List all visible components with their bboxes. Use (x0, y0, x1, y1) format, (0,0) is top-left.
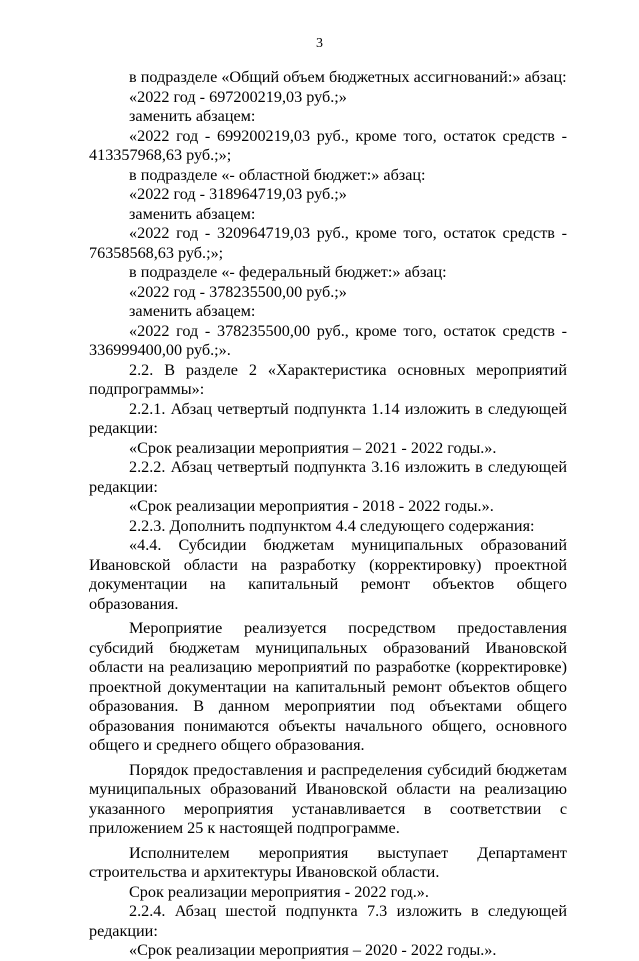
paragraph: «2022 год - 699200219,03 руб., кроме того, остаток средств - 413357968,63 руб.;»; (89, 126, 567, 164)
paragraph: Исполнителем мероприятия выступает Департамент строительства и архитектуры Ивановской области. (89, 843, 567, 881)
paragraph: Мероприятие реализуется посредством предоставления субсидий бюджетам муниципальных образований Ивановской области на реализацию мероприятий по разработке (корректировке) проектной документации на капитальный ремонт объектов общего образования. В данном мероприятии под объектами общего образования понимаются объекты начального общего, основного общего и среднего общего образования. (89, 619, 567, 754)
paragraph: в подразделе «Общий объем бюджетных ассигнований:» абзац: (129, 68, 567, 86)
paragraph: заменить абзацем: (129, 204, 256, 223)
paragraph: заменить абзацем: (129, 302, 256, 320)
paragraph: Срок реализации мероприятия - 2022 год.». (129, 882, 429, 901)
paragraph: «Срок реализации мероприятия – 2020 - 2022 годы.». (129, 941, 497, 959)
paragraph: Порядок предоставления и распределения субсидий бюджетам муниципальных образований Ивановской области на реализацию указанного мероприятия устанавливается в соответствии с приложением 25 к настоящей подпрограмме. (89, 760, 567, 837)
page-number: 3 (316, 36, 323, 51)
paragraph: «2022 год - 320964719,03 руб., кроме того, остаток средств - 76358568,63 руб.;»; (89, 224, 567, 262)
paragraph: 2.2.2. Абзац четвертый подпункта 3.16 изложить в следующей редакции: (89, 458, 567, 496)
paragraph: в подразделе «- федеральный бюджет:» абзац: (129, 263, 447, 281)
paragraph: 2.2. В разделе 2 «Характеристика основных мероприятий подпрограммы»: (89, 360, 567, 398)
paragraph: 2.2.1. Абзац четвертый подпункта 1.14 изложить в следующей редакции: (89, 399, 567, 437)
paragraph: «Срок реализации мероприятия – 2021 - 2022 годы.». (129, 438, 497, 457)
paragraph: 2.2.4. Абзац шестой подпункта 7.3 изложить в следующей редакции: (89, 902, 567, 940)
paragraph: «4.4. Субсидии бюджетам муниципальных образований Ивановской области на разработку (корректировку) проектной документации на капитальный ремонт объектов общего образования. (89, 536, 567, 613)
paragraph: 2.2.3. Дополнить подпунктом 4.4 следующего содержания: (129, 516, 535, 535)
paragraph: заменить абзацем: (129, 107, 256, 125)
document-body (89, 68, 567, 961)
paragraph: «2022 год - 318964719,03 руб.;» (129, 185, 347, 203)
paragraph: в подразделе «- областной бюджет:» абзац: (129, 165, 426, 184)
paragraph: «2022 год - 378235500,00 руб., кроме того, остаток средств - 336999400,00 руб.;». (89, 321, 567, 359)
paragraph: «2022 год - 378235500,00 руб.;» (129, 282, 347, 301)
paragraph: «2022 год - 697200219,03 руб.;» (129, 87, 347, 106)
paragraph: «Срок реализации мероприятия - 2018 - 2022 годы.». (129, 497, 494, 515)
